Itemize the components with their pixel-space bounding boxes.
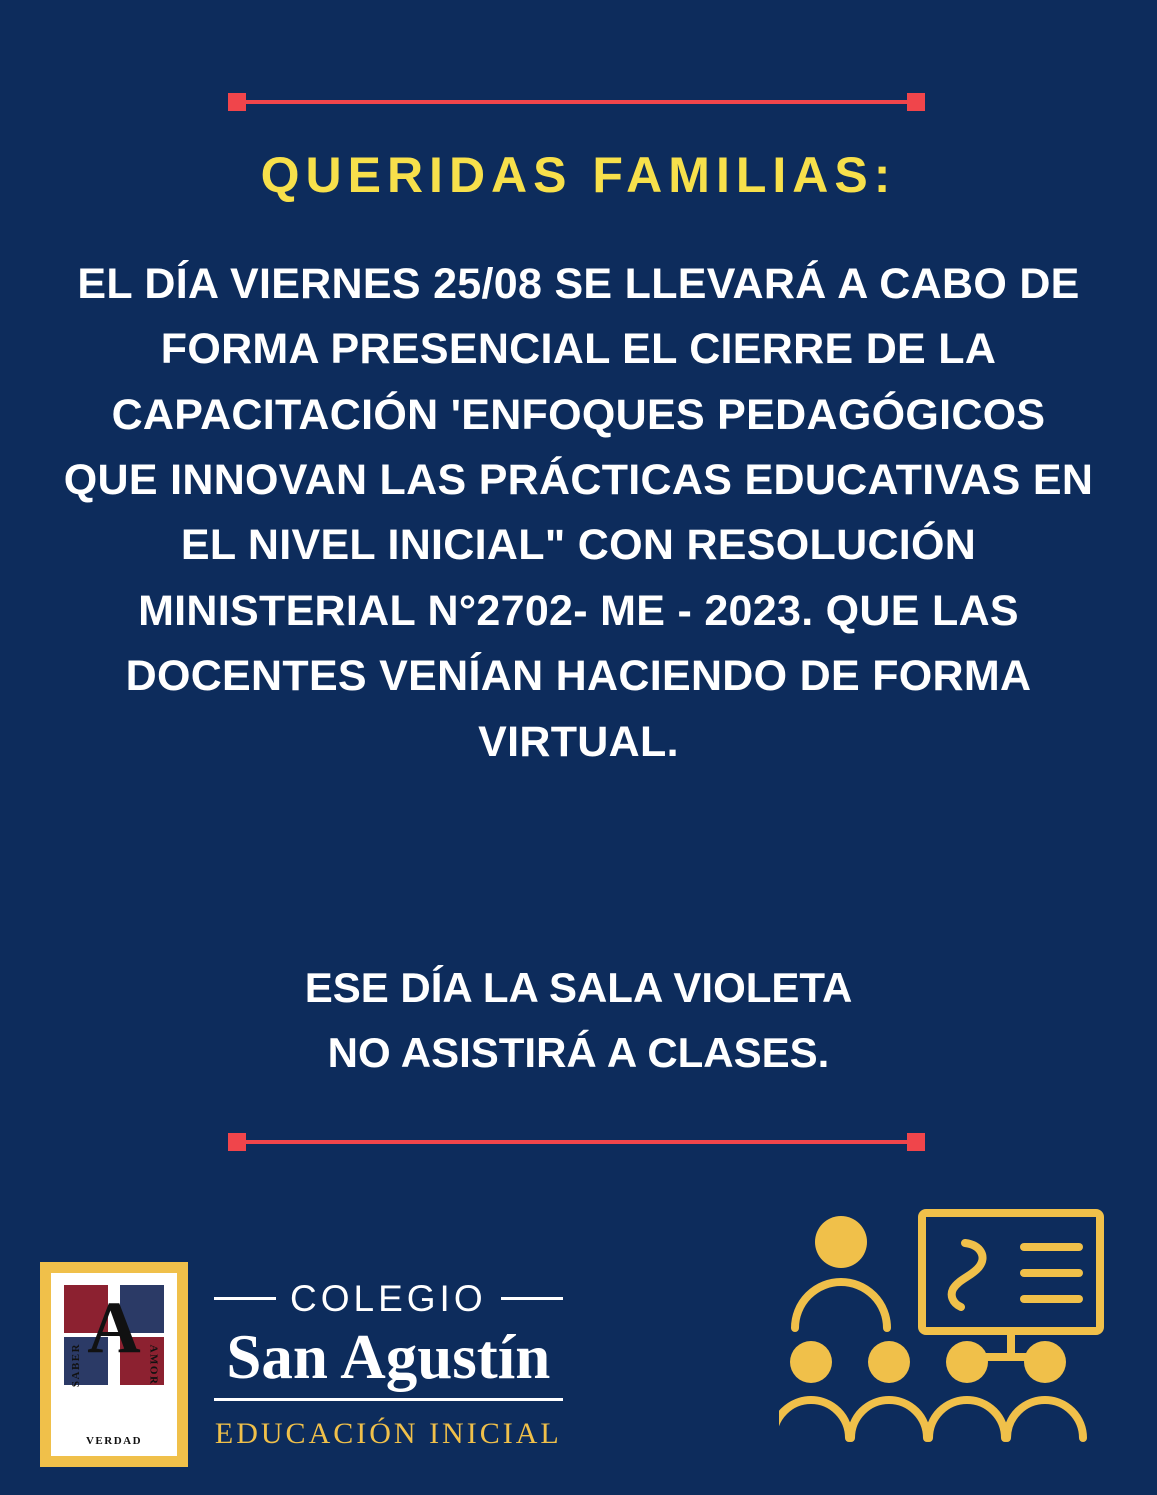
wordmark-underline <box>214 1398 563 1401</box>
wordmark-dash-left <box>214 1297 276 1300</box>
page-title: QUERIDAS FAMILIAS: <box>260 147 897 203</box>
body-paragraph: EL DÍA VIERNES 25/08 SE LLEVARÁ A CABO DE FORMA PRESENCIAL EL CIERRE DE LA CAPACITACIÓN 'ENFOQUES PEDAGÓGICOS QUE INNOVAN LAS PRÁCTICAS EDUCATIVAS EN EL NIVEL INICIAL" CON RESOLUCIÓN MINISTERIAL N°2702- ME - 2023. QUE LAS DOCENTES VENÍAN HACIENDO DE FORMA VIRTUAL. <box>63 260 1094 766</box>
wordmark-subtitle: EDUCACIÓN INICIAL <box>214 1417 562 1451</box>
wordmark-name: San Agustín <box>226 1321 551 1392</box>
note-line-1: ESE DÍA LA SALA VIOLETA <box>304 964 853 1011</box>
crest-word-amor: AMOR <box>147 1344 160 1385</box>
crest-inner <box>49 1271 179 1458</box>
divider-cap-right <box>907 93 925 111</box>
wordmark-colegio: COLEGIO <box>290 1277 487 1319</box>
divider-line <box>237 100 916 104</box>
wordmark-top-row <box>214 1278 563 1320</box>
school-crest-logo <box>40 1262 188 1467</box>
crest-word-saber: SABER <box>70 1342 83 1387</box>
classroom-illustration <box>779 1195 1109 1460</box>
divider-bottom <box>228 1133 925 1151</box>
brand-lockup <box>40 1262 563 1467</box>
crest-letter: A <box>87 1287 141 1369</box>
note-line-2: NO ASISTIRÁ A CLASES. <box>327 1029 830 1077</box>
crest-word-verdad: VERDAD <box>85 1435 143 1447</box>
divider-top <box>228 93 925 111</box>
divider-cap-right <box>907 1133 925 1151</box>
divider-line <box>237 1140 916 1144</box>
school-wordmark <box>214 1278 563 1452</box>
wordmark-dash-right <box>501 1297 563 1300</box>
classroom-teacher-board-icon <box>779 1195 1109 1460</box>
note-block <box>60 955 1097 1085</box>
